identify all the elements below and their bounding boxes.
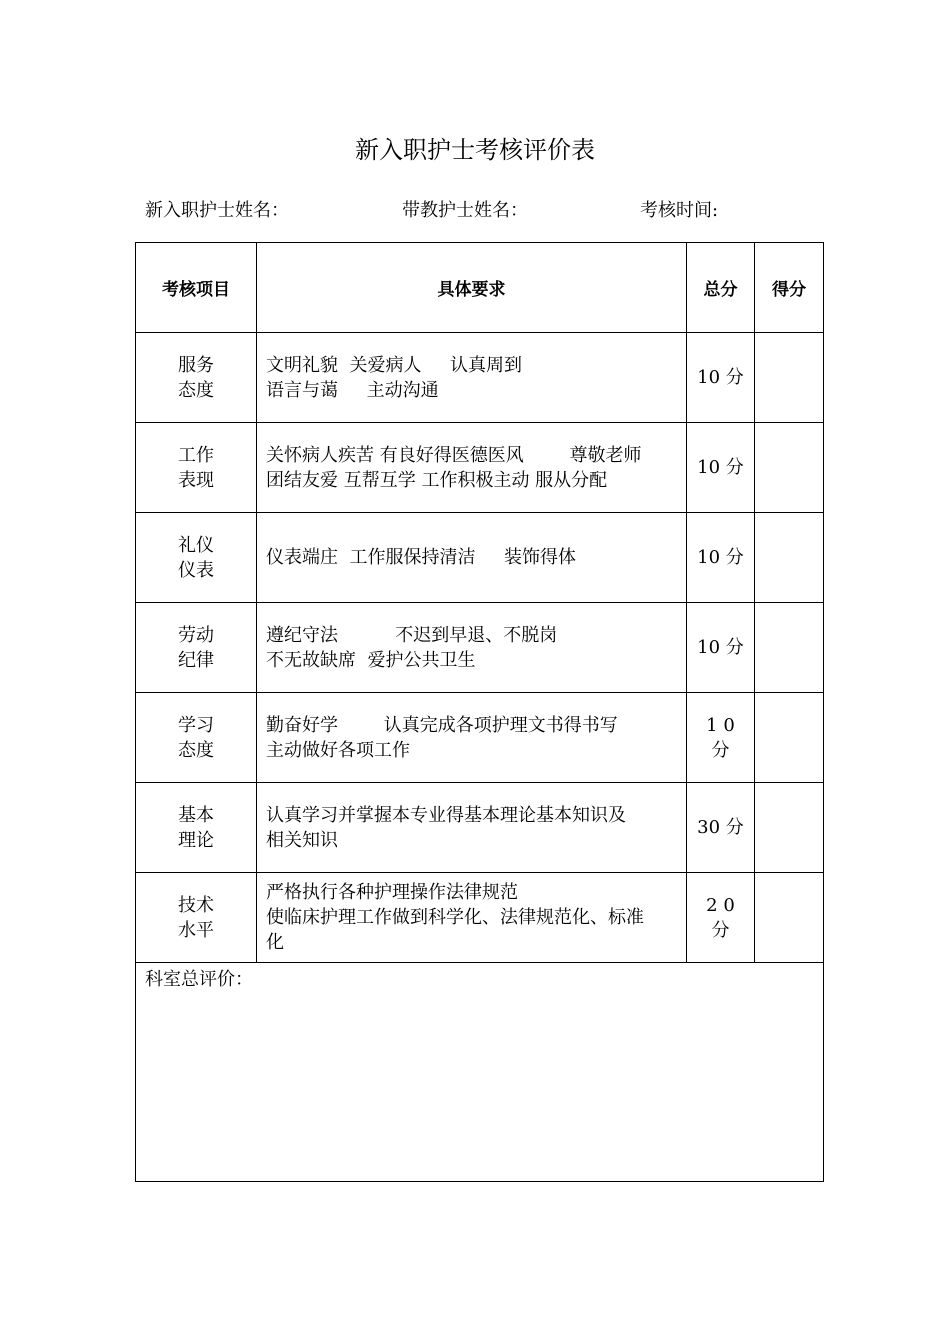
requirement-cell xyxy=(257,423,687,513)
item-text: 服务 xyxy=(178,354,214,376)
requirement-text: 遵纪守法 不迟到早退、不脱岗 xyxy=(266,624,558,646)
item-cell xyxy=(136,603,257,693)
requirement-text: 勤奋好学 认真完成各项护理文书得书写 xyxy=(266,714,618,736)
requirement-text: 相关知识 xyxy=(266,829,338,851)
score-cell[interactable] xyxy=(755,873,824,963)
header-requirement: 具体要求 xyxy=(257,243,687,333)
department-comment-cell[interactable] xyxy=(136,963,824,1182)
table-row xyxy=(136,603,824,693)
total-cell xyxy=(687,693,755,783)
requirement-cell xyxy=(257,693,687,783)
total-cell xyxy=(687,603,755,693)
total-cell xyxy=(687,513,755,603)
score-cell[interactable] xyxy=(755,693,824,783)
item-text: 基本 xyxy=(178,804,214,826)
table-row xyxy=(136,693,824,783)
total-cell xyxy=(687,423,755,513)
total-text: 10 分 xyxy=(697,637,744,658)
requirement-text: 不无故缺席 爱护公共卫生 xyxy=(266,649,476,671)
department-comment-label: 科室总评价： xyxy=(145,969,253,990)
requirement-text: 关怀病人疾苦 有良好得医德医风 尊敬老师 xyxy=(266,444,642,466)
table-header-row xyxy=(136,243,824,333)
evaluation-table xyxy=(135,242,824,1182)
score-cell[interactable] xyxy=(755,513,824,603)
requirement-text: 严格执行各种护理操作法律规范 xyxy=(266,882,518,903)
score-cell[interactable] xyxy=(755,603,824,693)
total-text: 1 0 xyxy=(706,714,735,736)
table-row xyxy=(136,783,824,873)
total-text: 2 0 xyxy=(706,894,735,916)
item-text: 技术 xyxy=(178,894,214,916)
item-text: 理论 xyxy=(178,829,214,851)
exam-time-label: 考核时间: xyxy=(640,200,719,221)
requirement-text: 化 xyxy=(266,932,284,953)
total-text: 分 xyxy=(711,919,730,941)
item-text: 态度 xyxy=(178,379,214,401)
nurse-name-label: 新入职护士姓名： xyxy=(145,200,289,221)
item-cell xyxy=(136,333,257,423)
requirement-text: 主动做好各项工作 xyxy=(266,739,410,761)
requirement-cell xyxy=(257,513,687,603)
item-cell xyxy=(136,873,257,963)
item-cell xyxy=(136,513,257,603)
total-text: 10 分 xyxy=(697,367,744,388)
total-text: 30 分 xyxy=(697,817,744,838)
table-row xyxy=(136,873,824,963)
item-text: 仪表 xyxy=(178,559,214,581)
total-cell xyxy=(687,783,755,873)
total-cell xyxy=(687,873,755,963)
item-text: 态度 xyxy=(178,739,214,761)
item-text: 学习 xyxy=(178,714,214,736)
item-cell xyxy=(136,693,257,783)
item-text: 礼仪 xyxy=(178,534,214,556)
total-cell xyxy=(687,333,755,423)
total-text: 10 分 xyxy=(697,547,744,568)
table-row xyxy=(136,513,824,603)
total-text: 10 分 xyxy=(697,457,744,478)
table-row xyxy=(136,423,824,513)
item-text: 纪律 xyxy=(178,649,214,671)
comment-row xyxy=(136,963,824,1182)
requirement-text: 文明礼貌 关爱病人 认真周到 xyxy=(266,354,523,376)
item-text: 劳动 xyxy=(178,624,214,646)
table-row xyxy=(136,333,824,423)
total-text: 分 xyxy=(711,739,730,761)
page-title: 新入职护士考核评价表 xyxy=(355,136,595,164)
header-item: 考核项目 xyxy=(136,243,257,333)
item-text: 工作 xyxy=(178,444,214,466)
requirement-text: 认真学习并掌握本专业得基本理论基本知识及 xyxy=(266,804,626,826)
requirement-cell xyxy=(257,873,687,963)
requirement-text: 语言与蔼 主动沟通 xyxy=(266,379,439,401)
requirement-cell xyxy=(257,783,687,873)
score-cell[interactable] xyxy=(755,783,824,873)
header-score: 得分 xyxy=(755,243,824,333)
requirement-text: 仪表端庄 工作服保持清洁 装饰得体 xyxy=(266,547,577,568)
requirement-text: 团结友爱 互帮互学 工作积极主动 服从分配 xyxy=(266,469,608,491)
score-cell[interactable] xyxy=(755,333,824,423)
requirement-text: 使临床护理工作做到科学化、法律规范化、标准 xyxy=(266,907,644,928)
requirement-cell xyxy=(257,603,687,693)
mentor-name-label: 带教护士姓名： xyxy=(402,200,528,221)
item-cell xyxy=(136,423,257,513)
header-total: 总分 xyxy=(687,243,755,333)
item-text: 水平 xyxy=(178,919,214,941)
score-cell[interactable] xyxy=(755,423,824,513)
item-cell xyxy=(136,783,257,873)
item-text: 表现 xyxy=(178,469,214,491)
requirement-cell xyxy=(257,333,687,423)
